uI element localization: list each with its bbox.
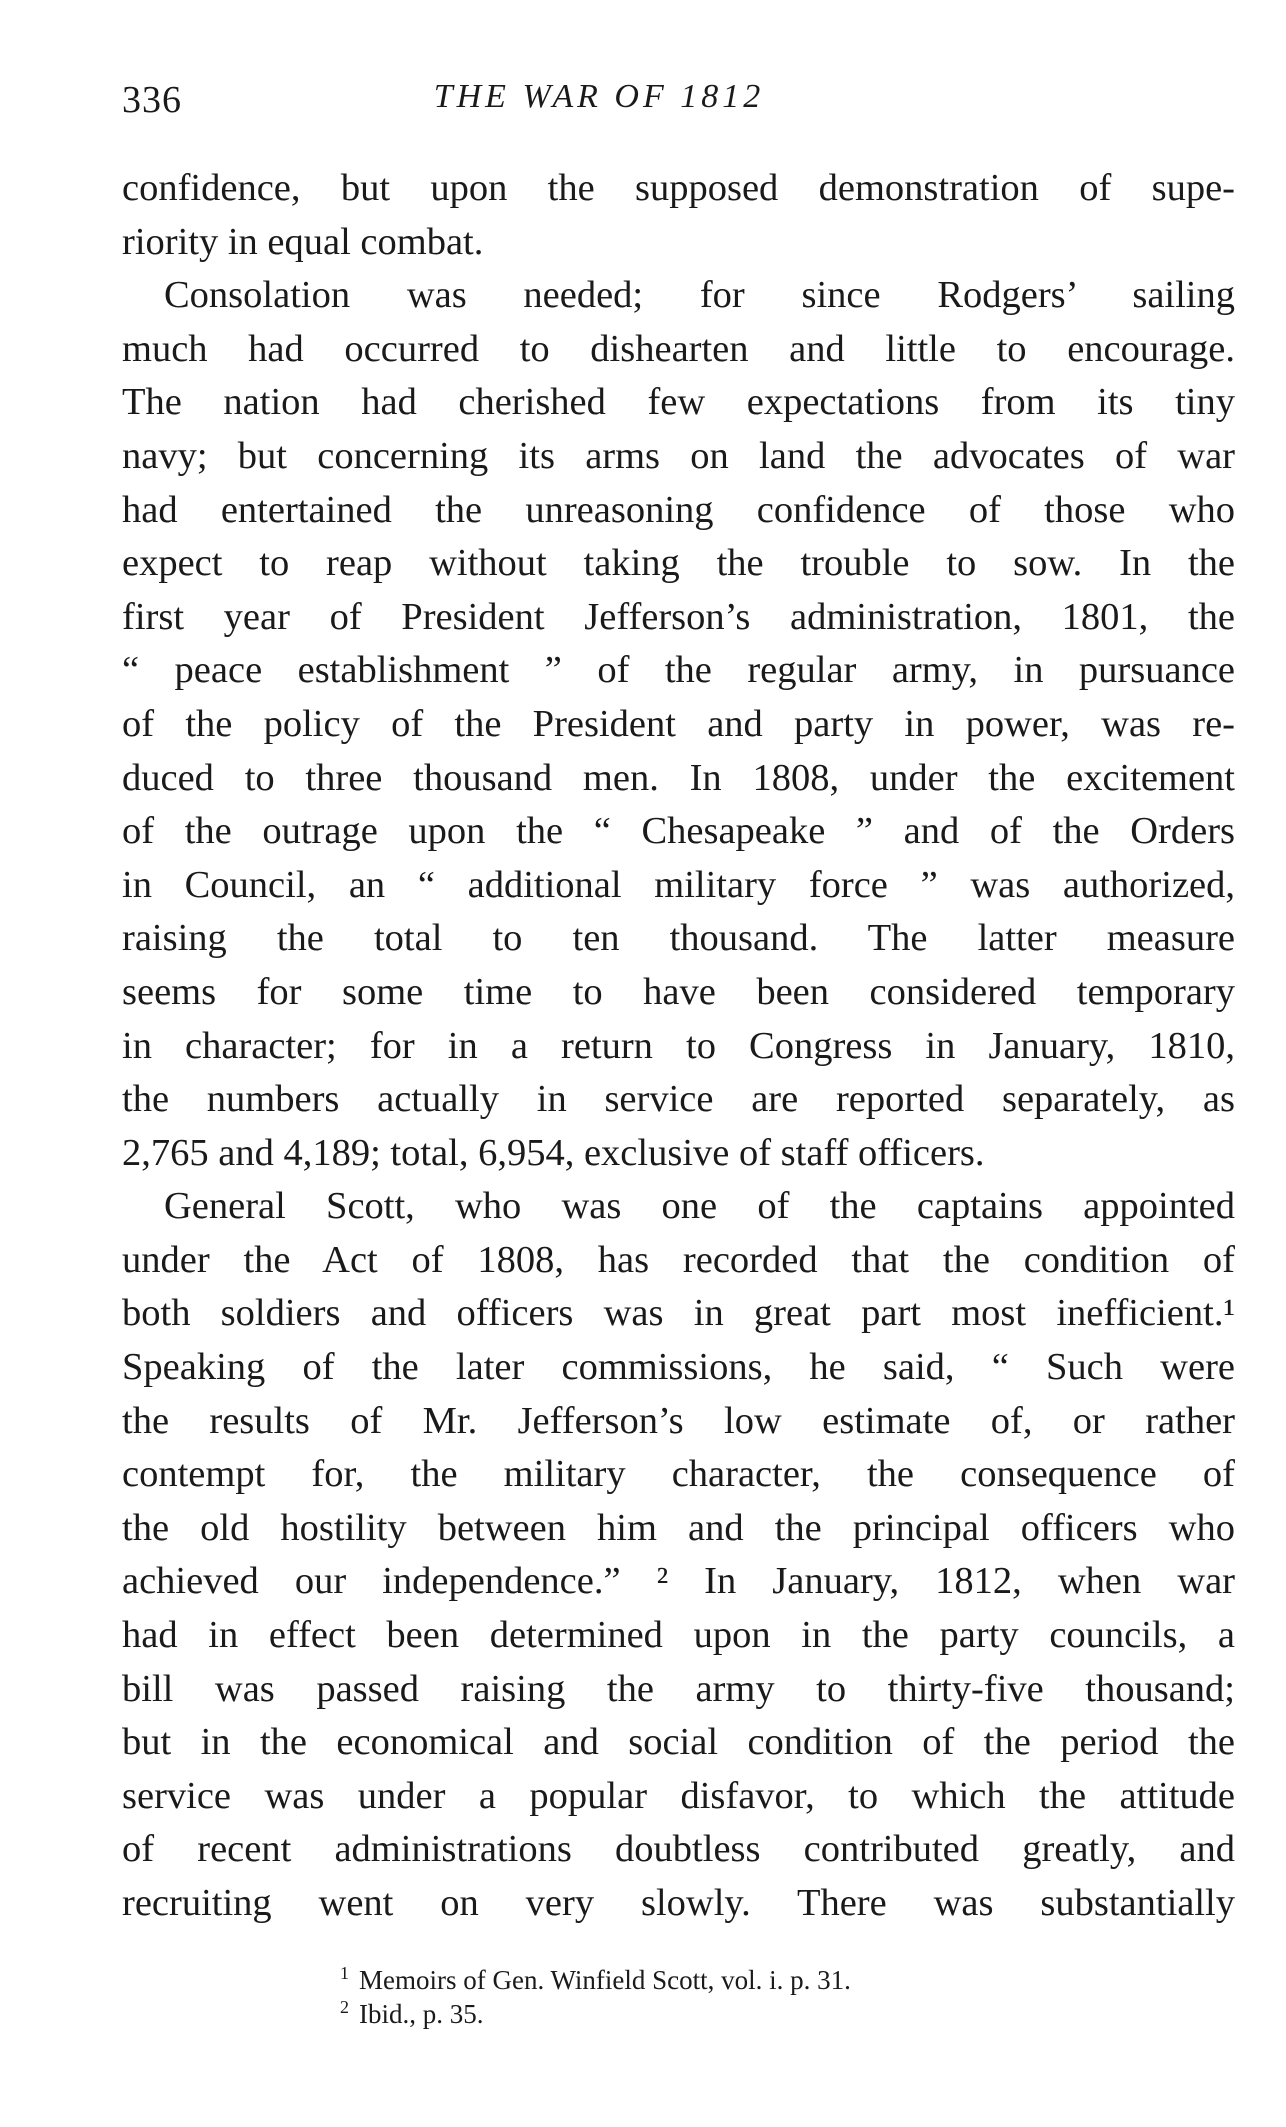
text-line: but in the economical and social condition of the period the bbox=[122, 1721, 1235, 1764]
text-line: service was under a popular disfavor, to which the attitude bbox=[122, 1774, 1235, 1817]
text-line: of the policy of the President and party in power, was re- bbox=[122, 702, 1235, 745]
text-line: “ peace establishment ” of the regular army, in pursuance bbox=[122, 649, 1235, 692]
text-line: the results of Mr. Jefferson’s low estimate of, or rather bbox=[122, 1399, 1235, 1442]
text-line: of recent administrations doubtless contributed greatly, and bbox=[122, 1828, 1235, 1871]
body-text bbox=[122, 162, 1235, 1931]
running-head bbox=[122, 78, 1226, 126]
text-line: Consolation was needed; for since Rodgers’ sailing bbox=[164, 274, 1235, 317]
text-line: had in effect been determined upon in the party councils, a bbox=[122, 1614, 1235, 1657]
text-line: confidence, but upon the supposed demonstration of supe- bbox=[122, 167, 1235, 209]
text-line: of the outrage upon the “ Chesapeake ” and of the Orders bbox=[122, 810, 1235, 853]
text-line: expect to reap without taking the trouble to sow. In the bbox=[122, 542, 1235, 585]
text-line: duced to three thousand men. In 1808, under the excitement bbox=[122, 756, 1235, 799]
text-line: under the Act of 1808, has recorded that the condition of bbox=[122, 1238, 1235, 1281]
page-number: 336 bbox=[122, 79, 182, 121]
text-line: riority in equal combat. bbox=[122, 220, 484, 263]
text-line: in character; for in a return to Congress in January, 1810, bbox=[122, 1024, 1235, 1067]
text-line: achieved our independence.” ² In January, 1812, when war bbox=[122, 1560, 1235, 1603]
text-line: 2,765 and 4,189; total, 6,954, exclusive of staff officers. bbox=[122, 1131, 985, 1174]
text-line: had entertained the unreasoning confidence of those who bbox=[122, 488, 1235, 531]
text-line: recruiting went on very slowly. There was substantially bbox=[122, 1882, 1235, 1924]
text-line: both soldiers and officers was in great part most inefficient.¹ bbox=[122, 1292, 1235, 1335]
text-line: navy; but concerning its arms on land the advocates of war bbox=[122, 434, 1235, 477]
text-line: in Council, an “ additional military force ” was authorized, bbox=[122, 863, 1235, 906]
footnote: 2 Ibid., p. 35. bbox=[340, 1997, 484, 2029]
text-line: seems for some time to have been considered temporary bbox=[122, 970, 1235, 1013]
text-line: The nation had cherished few expectations from its tiny bbox=[122, 381, 1235, 424]
text-line: the numbers actually in service are reported separately, as bbox=[122, 1078, 1235, 1121]
text-line: Speaking of the later commissions, he said, “ Such were bbox=[122, 1346, 1235, 1389]
footnote-text: Memoirs of Gen. Winfield Scott, vol. i. p. 31. bbox=[359, 1965, 851, 1995]
book-title: THE WAR OF 1812 bbox=[433, 78, 765, 115]
footnote: 1 Memoirs of Gen. Winfield Scott, vol. i. p. 31. bbox=[340, 1963, 851, 1995]
text-line: first year of President Jefferson’s administration, 1801, the bbox=[122, 595, 1235, 638]
text-line: much had occurred to dishearten and little to encourage. bbox=[122, 327, 1235, 370]
text-line: General Scott, who was one of the captains appointed bbox=[164, 1185, 1235, 1228]
footnotes bbox=[340, 1963, 1200, 2031]
text-line: the old hostility between him and the principal officers who bbox=[122, 1506, 1235, 1549]
text-line: bill was passed raising the army to thirty-five thousand; bbox=[122, 1667, 1235, 1710]
footnote-text: Ibid., p. 35. bbox=[359, 1999, 484, 2029]
text-line: raising the total to ten thousand. The latter measure bbox=[122, 917, 1235, 960]
text-line: contempt for, the military character, the consequence of bbox=[122, 1453, 1235, 1496]
